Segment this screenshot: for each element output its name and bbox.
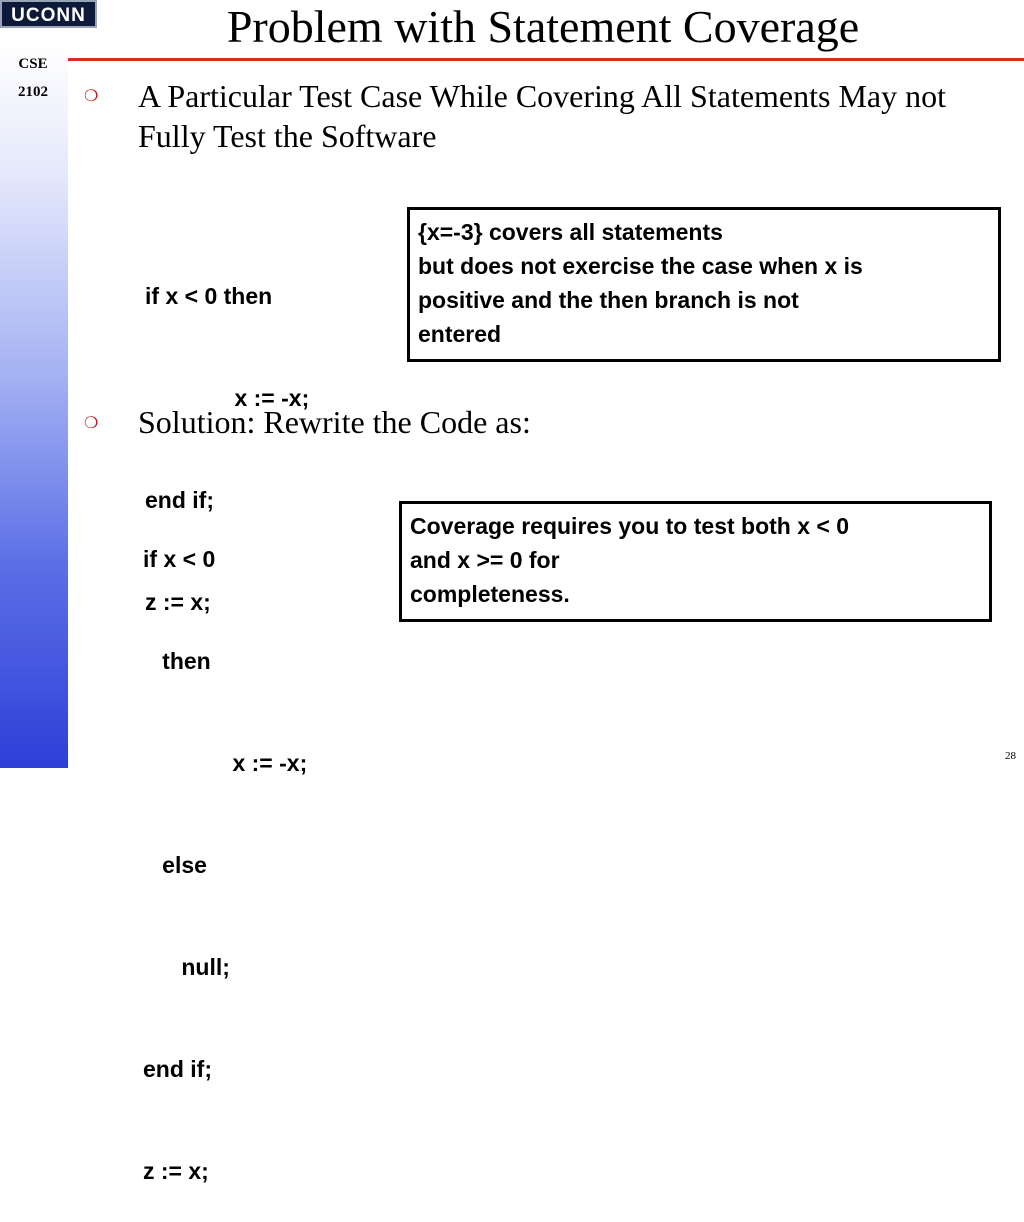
title-divider bbox=[68, 58, 1024, 61]
code-line: null; bbox=[143, 954, 230, 980]
code-line: if x < 0 then bbox=[145, 283, 273, 309]
bullet-circle-icon: ❍ bbox=[84, 413, 99, 432]
slide-title: Problem with Statement Coverage bbox=[226, 1, 860, 52]
note-line: {x=-3} covers all statements bbox=[418, 219, 723, 245]
bullet-point-coverage-problem: A Particular Test Case While Covering All Statements May not Fully Test the Software bbox=[138, 78, 947, 154]
code-line: x := -x; bbox=[143, 750, 308, 776]
code-line: z := x; bbox=[145, 589, 211, 615]
note-box-coverage-requirement bbox=[399, 501, 992, 622]
note-line: completeness. bbox=[410, 581, 570, 607]
code-line: x := -x; bbox=[145, 385, 310, 411]
code-block-rewritten bbox=[143, 474, 307, 1222]
course-code: CSE bbox=[18, 56, 48, 72]
bullet-point-solution: Solution: Rewrite the Code as: bbox=[138, 404, 531, 440]
note-line: entered bbox=[418, 321, 502, 347]
note-box-statement-coverage bbox=[407, 207, 1001, 362]
note-line: Coverage requires you to test both x < 0 bbox=[410, 513, 850, 539]
code-line: end if; bbox=[145, 487, 214, 513]
note-line: positive and the then branch is not bbox=[418, 287, 799, 313]
page-number: 28 bbox=[1005, 750, 1016, 762]
course-number: 2102 bbox=[18, 84, 48, 100]
uconn-logo: UCONN bbox=[0, 0, 97, 28]
code-line: if x < 0 bbox=[143, 546, 216, 572]
sidebar-gradient bbox=[0, 45, 68, 768]
code-line: z := x; bbox=[143, 1158, 209, 1184]
code-line: end if; bbox=[143, 1056, 212, 1082]
note-line: but does not exercise the case when x is bbox=[418, 253, 863, 279]
note-line: and x >= 0 for bbox=[410, 547, 560, 573]
code-line: then bbox=[143, 648, 211, 674]
code-line: else bbox=[143, 852, 207, 878]
bullet-circle-icon: ❍ bbox=[84, 86, 99, 105]
